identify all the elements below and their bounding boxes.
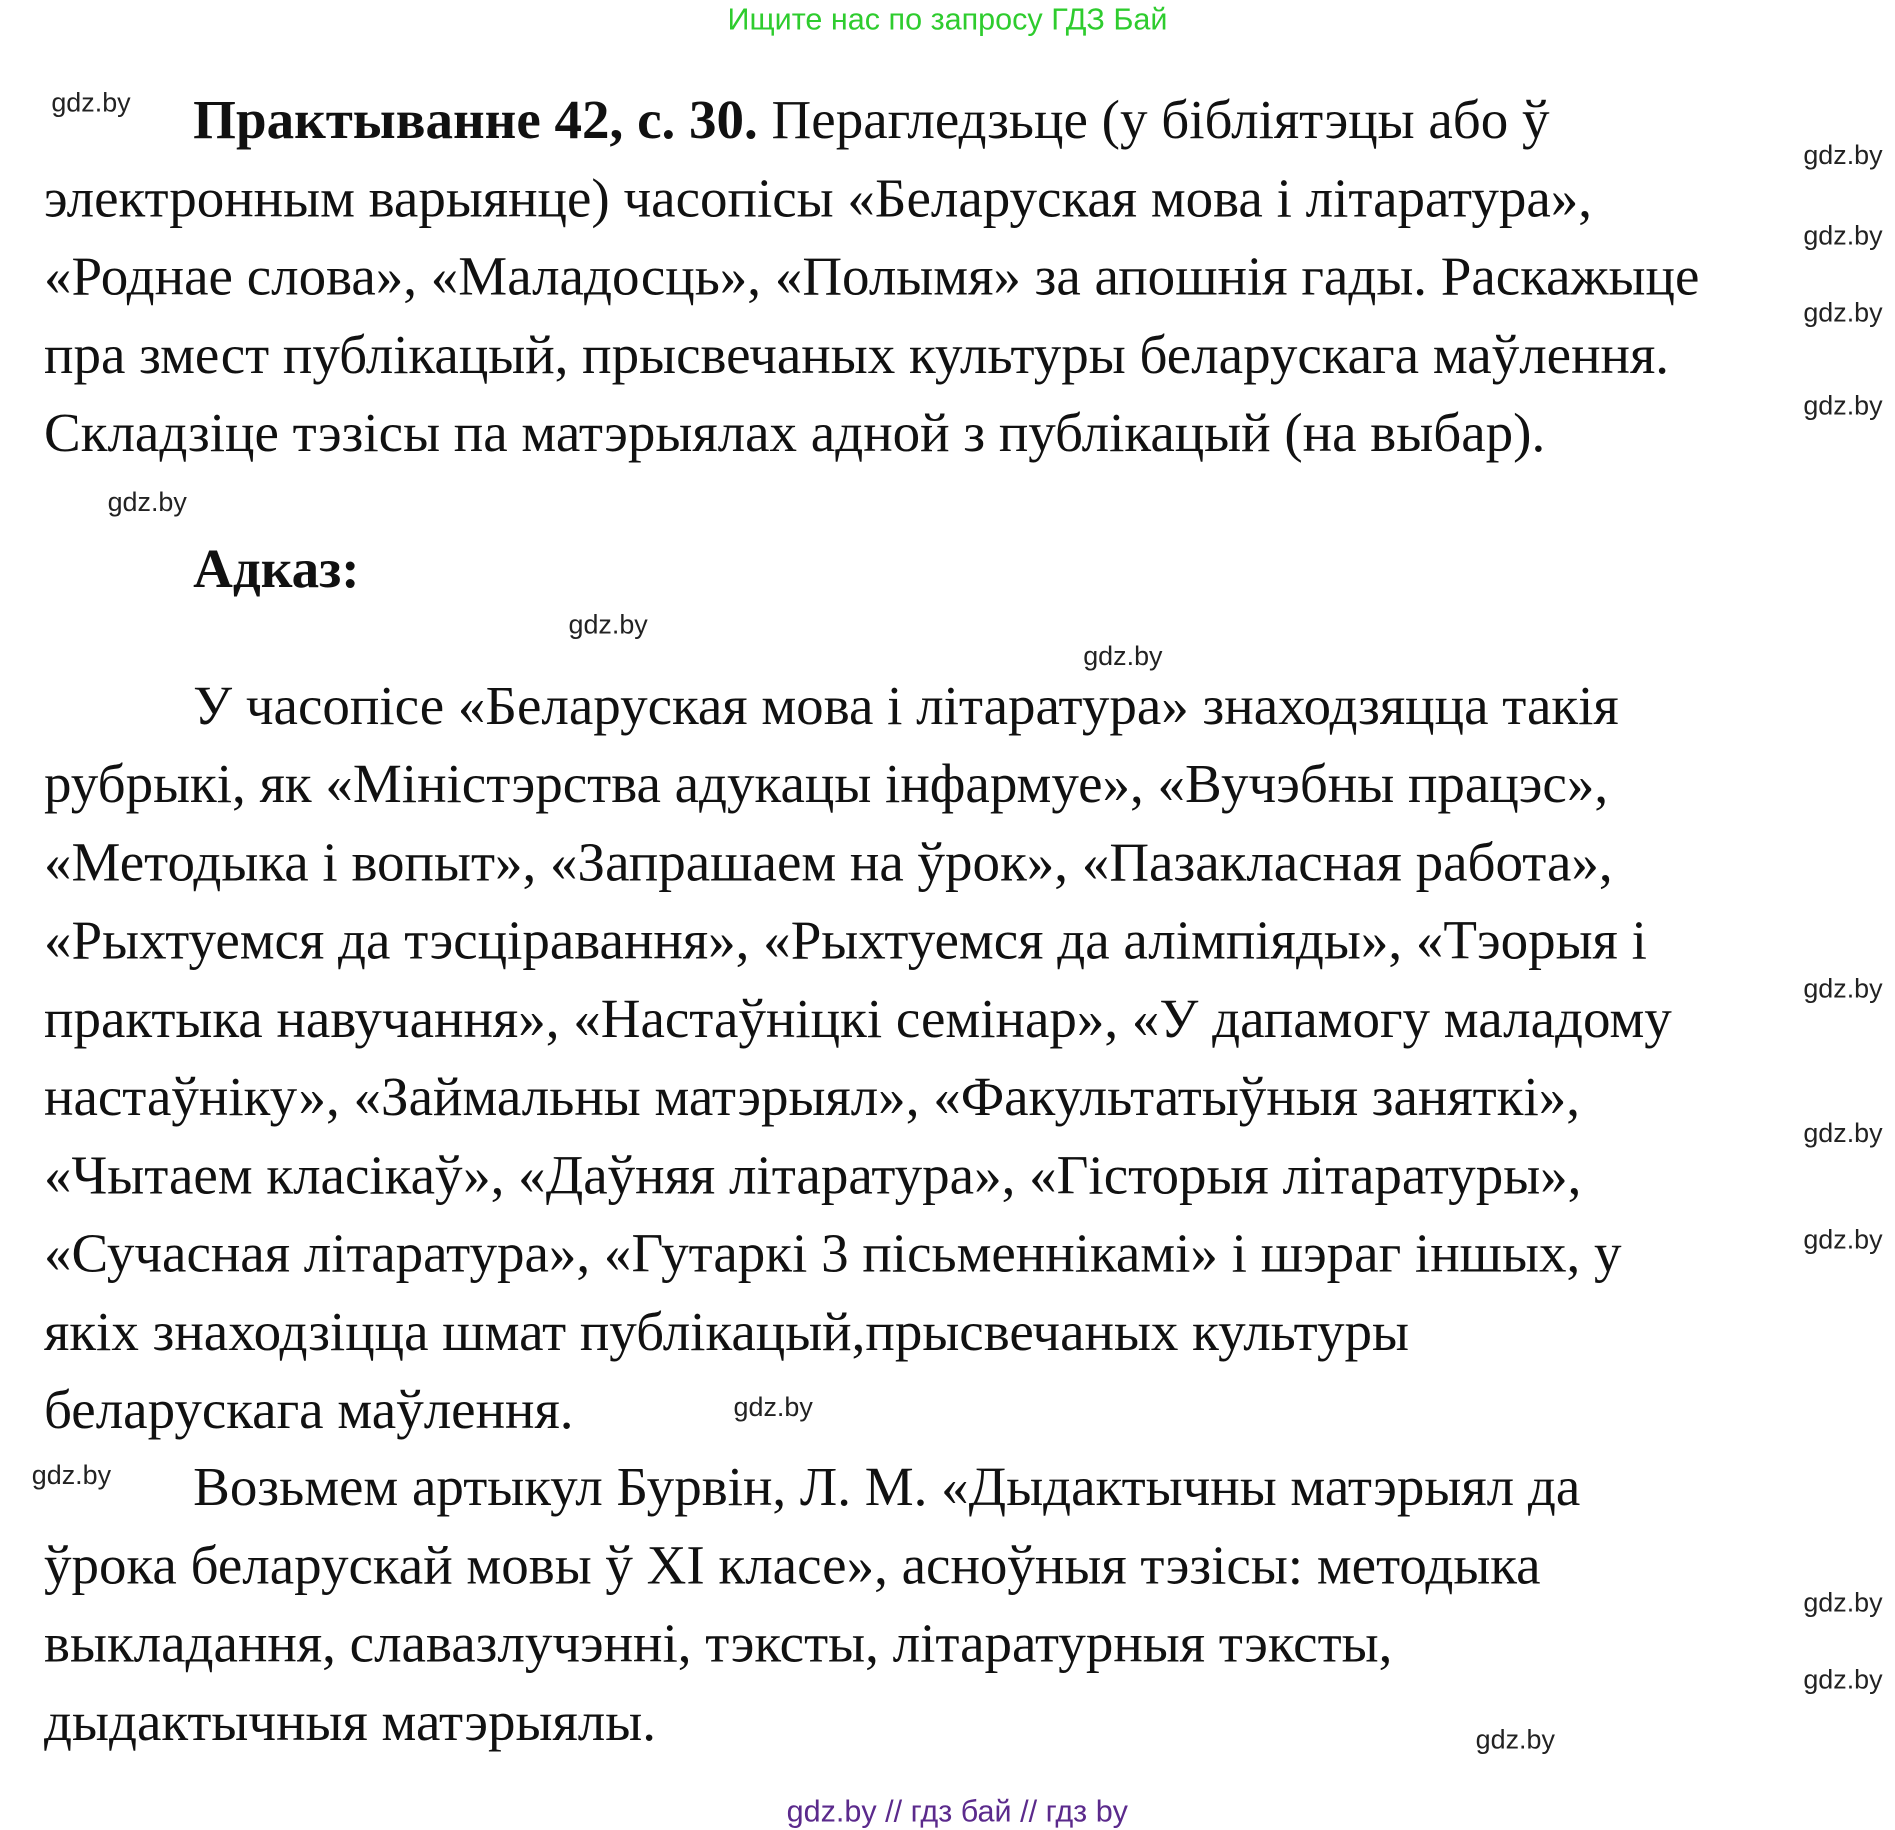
watermark: gdz.by xyxy=(107,486,187,518)
answer-line: «Рыхтуемся да тэсціравання», «Рыхтуемся да алімпіяды», «Тэорыя і xyxy=(44,909,1647,971)
answer-line: «Методыка і вопыт», «Запрашаем на ўрок», «Пазакласная работа», xyxy=(44,831,1613,893)
answer-line: дыдактычныя матэрыялы. xyxy=(44,1690,656,1752)
watermark: gdz.by xyxy=(1803,1663,1883,1695)
answer-line: якіх знаходзіцца шмат публікацый,прысвечаных культуры xyxy=(44,1300,1409,1362)
answer-line: «Сучасная літаратура», «Гутаркі 3 пісьменнікамі» і шэраг іншых, у xyxy=(44,1222,1622,1284)
answer-line: «Чытаем класікаў», «Даўняя літаратура», «Гісторыя літаратуры», xyxy=(44,1144,1582,1206)
watermark: gdz.by xyxy=(31,1459,112,1491)
watermark: gdz.by xyxy=(733,1391,813,1422)
watermark: gdz.by xyxy=(568,608,648,640)
task-line xyxy=(193,89,1550,151)
watermark: gdz.by xyxy=(1803,1223,1883,1255)
watermark: gdz.by xyxy=(1803,1586,1883,1618)
answer-line: Возьмем артыкул Бурвін, Л. М. «Дыдактычны матэрыял да xyxy=(193,1456,1581,1518)
answer-line: У часопісе «Беларуская мова і літаратура» знаходзяцца такія xyxy=(193,674,1619,737)
answer-line: рубрыкі, як «Міністэрства адукацы інфармуе», «Вучэбны працэс», xyxy=(44,753,1609,815)
task-line: пра змест публікацый, прысвечаных культуры беларускага маўлення. xyxy=(44,323,1670,386)
task-line: «Роднае слова», «Маладосць», «Полымя» за апошнія гады. Раскажыце xyxy=(44,245,1700,307)
answer-heading: Адказ: xyxy=(193,537,360,600)
watermark: gdz.by xyxy=(1475,1723,1555,1755)
task-line: электронным варыянце) часопісы «Беларуская мова і літаратура», xyxy=(44,167,1593,229)
watermark: gdz.by xyxy=(1803,1117,1883,1149)
watermark: gdz.by xyxy=(1803,297,1883,328)
watermark: gdz.by xyxy=(51,86,131,118)
watermark: gdz.by xyxy=(1803,220,1883,251)
task-title: Практыванне 42, с. 30. xyxy=(193,89,758,151)
task-text: Перагледзьце (у бібліятэцы або ў xyxy=(757,89,1550,151)
watermark: gdz.by xyxy=(1803,390,1883,421)
answer-line: выкладання, славазлучэнні, тэксты, літаратурныя тэксты, xyxy=(44,1612,1393,1674)
watermark: gdz.by xyxy=(1803,973,1883,1004)
answer-line: беларускага маўлення. xyxy=(44,1379,574,1441)
task-line: Складзіце тэзісы па матэрыялах адной з публікацый (на выбар). xyxy=(44,402,1546,464)
search-hint-banner: Ищите нас по запросу ГДЗ Бай xyxy=(727,2,1168,37)
watermark: gdz.by xyxy=(1083,640,1163,672)
answer-line: практыка навучання», «Настаўніцкі семінар», «У дапамогу маладому xyxy=(44,987,1672,1049)
watermark: gdz.by xyxy=(1803,139,1883,170)
answer-line: ўрока беларускай мовы ў XI класе», асноўныя тэзісы: методыка xyxy=(44,1534,1541,1596)
answer-line: настаўніку», «Займальны матэрыял», «Факультатыўныя заняткі», xyxy=(44,1066,1581,1128)
footer-links: gdz.by // гдз бай // гдз by xyxy=(786,1794,1128,1830)
